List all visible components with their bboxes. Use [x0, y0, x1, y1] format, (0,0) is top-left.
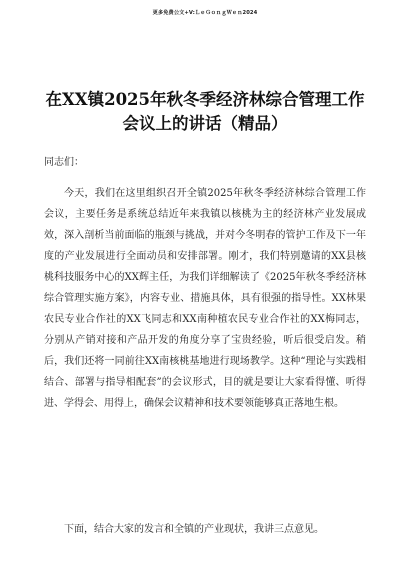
- header-note: 更多免费公文+V:ＬｅＧｏｎｇＷｅｎ2024: [152, 10, 258, 16]
- paragraph-text: 下面，结合大家的发言和全镇的产业现状，我讲三点意见。: [64, 524, 324, 535]
- document-title: 在XX镇2025年秋冬季经济林综合管理工作会议上的讲话（精品）: [45, 90, 365, 133]
- body-paragraph: [44, 183, 366, 414]
- salutation: 同志们：: [44, 157, 84, 168]
- body-paragraph: [44, 519, 366, 540]
- paragraph-text: 今天，我们在这里组织召开全镇2025年秋冬季经济林综合管理工作会议，主要任务是系统总结近年来我镇以核桃为主的经济林产业发展成效，深入剖析当前面临的瓶颈与挑战，并对今冬明春的管护工作及下一年度的产业发展进行全面动员和安排部署。刚才，我们特别邀请的XX县核桃科技服务中心的XX辉主任，为我们详细解读了《2025年秋冬季经济林综合管理实施方案》，内容专业、措施具体，具有很强的指导性。XX林果农民专业合作社的XX飞同志和XX南种植农民专业合作社的XX梅同志，分别从产销对接和产品开发的角度分享了宝贵经验，听后很受启发。稍后，我们还将一同前往XX南核桃基地进行现场教学。这种“理论与实践相结合、部署与指导相配套”的会议形式，目的就是要让大家看得懂、听得进、学得会、用得上，确保会议精神和技术要领能够真正落地生根。: [44, 188, 366, 409]
